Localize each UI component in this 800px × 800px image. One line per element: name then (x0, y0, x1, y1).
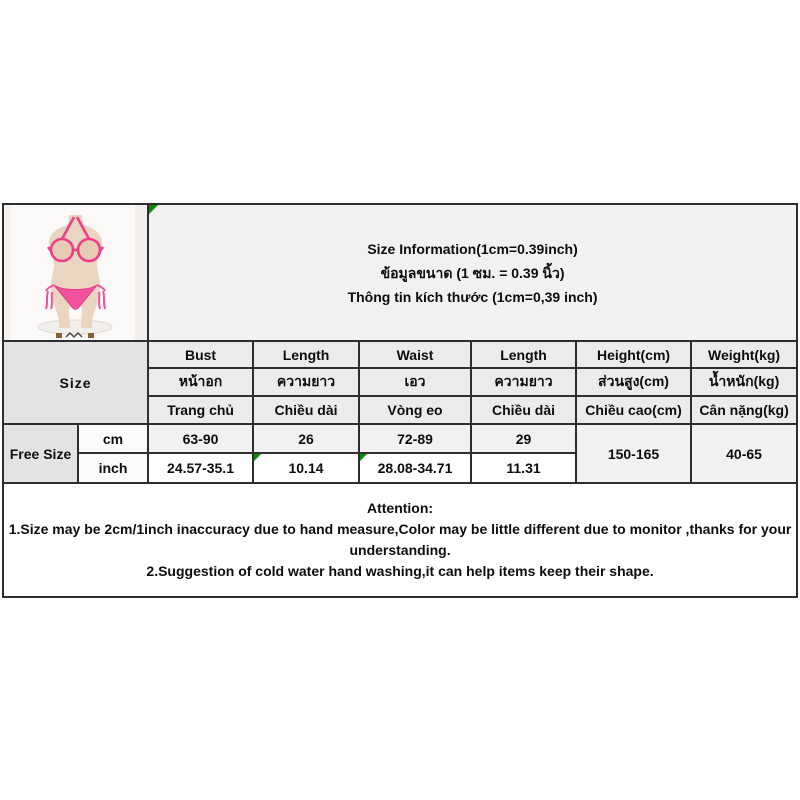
photo-shadow-right (135, 205, 147, 340)
value-bust-cm: 63-90 (148, 424, 253, 453)
col-header-height-en: Height(cm) (576, 341, 691, 368)
col-header-bust-en: Bust (148, 341, 253, 368)
unit-inch-label: inch (78, 453, 148, 483)
size-info-header (148, 204, 797, 341)
product-photo-cell (3, 204, 148, 341)
value-length1-cm: 26 (253, 424, 359, 453)
attention-line-1: 1.Size may be 2cm/1inch inaccuracy due to hand measure,Color may be little different due to monitor ,thanks for your understanding. (8, 521, 792, 558)
col-header-waist-en: Waist (359, 341, 471, 368)
value-length2-cm: 29 (471, 424, 576, 453)
value-length1-inch-text: 10.14 (288, 460, 324, 476)
value-weight-range: 40-65 (691, 424, 797, 483)
size-row-name: Free Size (3, 424, 78, 483)
col-header-waist-vi: Vòng eo (359, 396, 471, 424)
cell-flag-icon (149, 205, 158, 214)
col-header-length1-th: ความยาว (253, 368, 359, 396)
col-header-weight-en: Weight(kg) (691, 341, 797, 368)
size-label-cell: Size (3, 341, 148, 424)
attention-title: Attention: (366, 500, 434, 516)
col-header-waist-th: เอว (359, 368, 471, 396)
size-info-title-vi: Thông tin kích thước (1cm=0,39 inch) (347, 288, 598, 305)
pedestal (38, 320, 112, 334)
value-waist-inch-text: 28.08-34.71 (377, 460, 453, 476)
col-header-weight-th: น้ำหนัก(kg) (691, 368, 797, 396)
product-photo (4, 205, 147, 340)
size-chart-table (2, 203, 798, 598)
col-header-height-vi: Chiều cao(cm) (576, 396, 691, 424)
col-header-length2-th: ความยาว (471, 368, 576, 396)
col-header-height-th: ส่วนสูง(cm) (576, 368, 691, 396)
value-waist-cm: 72-89 (359, 424, 471, 453)
col-header-length1-en: Length (253, 341, 359, 368)
unit-cm-label: cm (78, 424, 148, 453)
col-header-length1-vi: Chiều dài (253, 396, 359, 424)
value-bust-inch: 24.57-35.1 (148, 453, 253, 483)
size-info-title-th: ข้อมูลขนาด (1 ซม. = 0.39 นิ้ว) (380, 264, 565, 281)
cell-flag-icon (360, 454, 367, 461)
size-info-title-en: Size Information(1cm=0.39inch) (367, 240, 578, 257)
col-header-bust-vi: Trang chủ (148, 396, 253, 424)
col-header-length2-vi: Chiều dài (471, 396, 576, 424)
attention-note (3, 483, 797, 597)
cell-flag-icon (254, 454, 261, 461)
col-header-length2-en: Length (471, 341, 576, 368)
value-length1-inch (253, 453, 359, 483)
value-waist-inch (359, 453, 471, 483)
attention-line-2: 2.Suggestion of cold water hand washing,it can help items keep their shape. (146, 563, 654, 579)
value-length2-inch: 11.31 (471, 453, 576, 483)
col-header-weight-vi: Cân nặng(kg) (691, 396, 797, 424)
col-header-bust-th: หน้าอก (148, 368, 253, 396)
value-height-range: 150-165 (576, 424, 691, 483)
photo-shadow-left (4, 205, 11, 340)
